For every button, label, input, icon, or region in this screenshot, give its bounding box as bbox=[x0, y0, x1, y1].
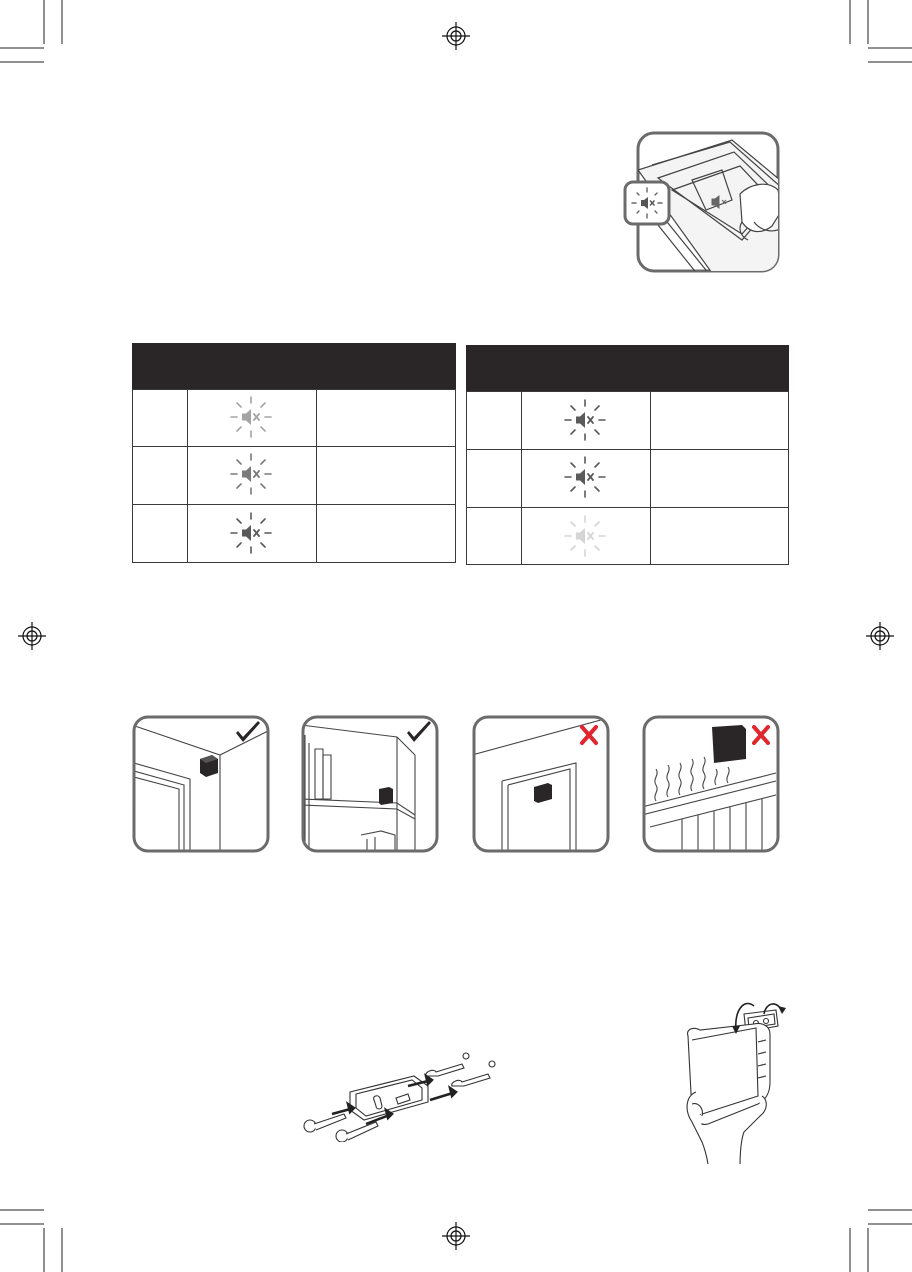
placement-panel-above-radiator bbox=[642, 715, 780, 853]
speaker-mute-icon bbox=[226, 449, 276, 499]
placement-panel-ceiling-corner bbox=[132, 715, 270, 853]
speaker-mute-icon bbox=[560, 511, 610, 561]
mute-button-illustration bbox=[622, 130, 782, 276]
speaker-mute-icon bbox=[226, 508, 276, 558]
registration-crosshair-icon bbox=[18, 622, 46, 650]
left-table bbox=[132, 389, 456, 563]
speaker-mute-icon bbox=[560, 395, 610, 445]
speaker-mute-icon bbox=[560, 452, 610, 502]
placement-panel-shelf bbox=[301, 715, 439, 853]
detector-attach-illustration bbox=[678, 992, 788, 1164]
registration-crosshair-icon bbox=[866, 622, 894, 650]
right-table-header bbox=[466, 345, 789, 391]
mounting-bracket-illustration bbox=[296, 1046, 510, 1142]
registration-crosshair-icon bbox=[442, 22, 470, 50]
registration-crosshair-icon bbox=[442, 1222, 470, 1250]
speaker-mute-icon bbox=[226, 392, 276, 442]
placement-panel-above-door bbox=[472, 715, 610, 853]
left-table-header bbox=[132, 343, 456, 389]
right-table bbox=[466, 391, 789, 565]
